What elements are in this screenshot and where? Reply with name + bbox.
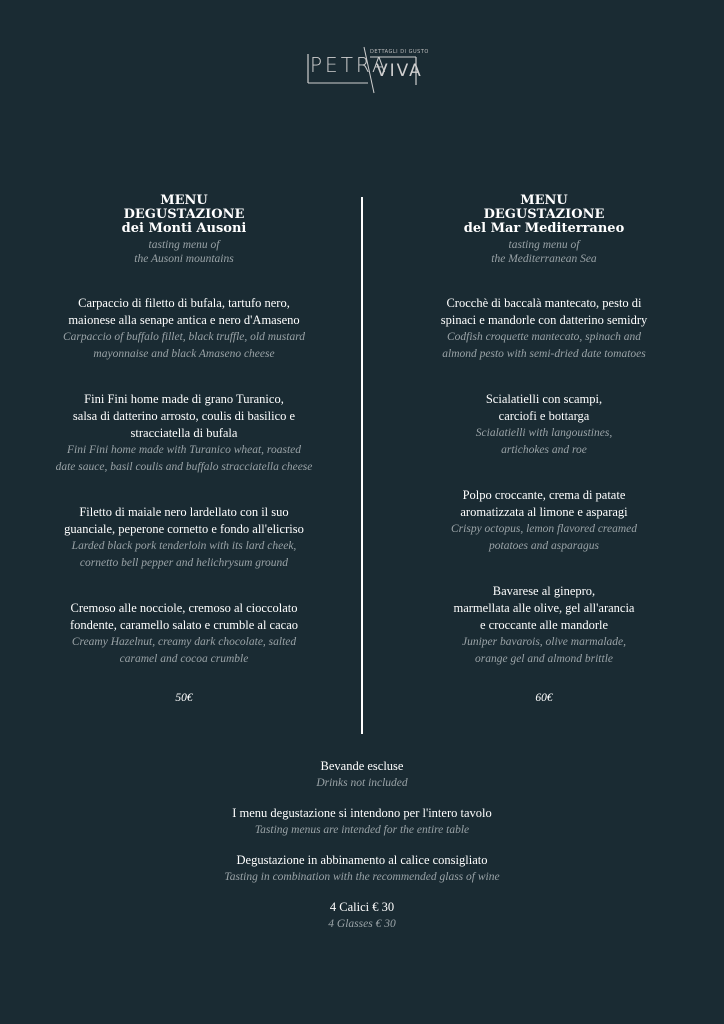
dish-name-en: caramel and cocoa crumble — [119, 653, 249, 665]
menu-title-line: dei Monti Ausoni — [121, 221, 247, 236]
note-it: Degustazione in abbinamento al calice consigliato — [236, 853, 488, 867]
dish-name-it: Fini Fini home made di grano Turanico, — [84, 392, 284, 406]
note-item — [112, 852, 612, 886]
dish-name-it: fondente, caramello salato e crumble al cacao — [69, 618, 298, 632]
dish-item — [34, 295, 334, 363]
dish-name-en: artichokes and roe — [501, 444, 587, 456]
dish-item — [394, 391, 694, 459]
menu-price: 50€ — [175, 692, 193, 704]
menu-price: 60€ — [535, 692, 553, 704]
logo-tagline: DETTAGLI DI GUSTO — [370, 49, 429, 55]
dish-name-it: Polpo croccante, crema di patate — [462, 488, 626, 502]
dish-name-it: spinaci e mandorle con datterino semidry — [440, 313, 648, 327]
dish-name-it: Cremoso alle nocciole, cremoso al cioccolato — [70, 601, 298, 615]
note-en: Drinks not included — [316, 777, 408, 789]
dish-name-it: carciofi e bottarga — [498, 409, 590, 423]
note-en: Tasting in combination with the recommended glass of wine — [224, 871, 500, 883]
dish-name-en: Crispy octopus, lemon flavored creamed — [451, 523, 637, 535]
dish-name-en: cornetto bell pepper and helichrysum ground — [79, 557, 289, 569]
menu-title-line: DEGUSTAZIONE — [483, 207, 605, 222]
dish-name-it: marmellata alle olive, gel all'arancia — [453, 601, 635, 615]
menu-title-line: MENU — [160, 193, 208, 208]
dish-name-en: Codfish croquette mantecato, spinach and — [446, 331, 642, 343]
logo-name-right: VIVA — [376, 61, 423, 81]
dish-name-it: maionese alla senape antica e nero d'Amaseno — [68, 313, 300, 327]
dish-name-en: orange gel and almond brittle — [475, 653, 613, 665]
menu-mediterraneo — [394, 194, 694, 704]
menu-title-line: del Mar Mediterraneo — [463, 221, 625, 236]
dish-item — [394, 583, 694, 668]
menu-subtitle — [394, 238, 694, 266]
subtitle-line: tasting menu of — [148, 239, 220, 251]
dish-name-en: almond pesto with semi-dried date tomatoes — [442, 348, 646, 360]
dish-name-it: guanciale, peperone cornetto e fondo all'elicriso — [64, 522, 304, 536]
dish-name-it: stracciatella di bufala — [130, 426, 238, 440]
dish-name-en: Juniper bavarois, olive marmalade, — [461, 636, 627, 648]
note-en: Tasting menus are intended for the entire table — [254, 824, 470, 836]
menu-title-line: MENU — [520, 193, 568, 208]
note-it: Bevande escluse — [320, 759, 404, 773]
footer-notes — [112, 758, 612, 946]
menu-ausoni — [34, 194, 334, 704]
dish-name-it: aromatizzata al limone e asparagi — [460, 505, 628, 519]
dish-name-en: mayonnaise and black Amaseno cheese — [93, 348, 275, 360]
note-it: I menu degustazione si intendono per l'intero tavolo — [232, 806, 492, 820]
dish-name-en: Fini Fini home made with Turanico wheat, roasted — [66, 444, 302, 456]
subtitle-line: tasting menu of — [508, 239, 580, 251]
dish-item — [394, 487, 694, 555]
dish-name-it: Filetto di maiale nero lardellato con il suo — [79, 505, 289, 519]
note-it: 4 Calici € 30 — [329, 900, 395, 914]
dish-name-it: Bavarese al ginepro, — [492, 584, 596, 598]
dish-name-it: Scialatielli con scampi, — [485, 392, 603, 406]
note-item — [112, 805, 612, 839]
dish-item — [34, 504, 334, 572]
dish-name-en: Larded black pork tenderloin with its lard cheek, — [71, 540, 297, 552]
dish-name-en: Scialatielli with langoustines, — [475, 427, 613, 439]
brand-logo — [306, 45, 429, 95]
dish-name-it: Crocchè di baccalà mantecato, pesto di — [446, 296, 642, 310]
note-en: 4 Glasses € 30 — [328, 918, 396, 930]
subtitle-line: the Mediterranean Sea — [491, 253, 597, 265]
dish-name-it: e croccante alle mandorle — [479, 618, 609, 632]
dish-item — [34, 600, 334, 668]
dish-name-en: date sauce, basil coulis and buffalo stracciatella cheese — [55, 461, 313, 473]
menu-title — [394, 194, 694, 236]
logo-name-left: PETRA — [310, 53, 389, 77]
note-item — [112, 758, 612, 792]
menu-subtitle — [34, 238, 334, 266]
dish-item — [394, 295, 694, 363]
dish-name-it: Carpaccio di filetto di bufala, tartufo nero, — [78, 296, 290, 310]
column-divider — [361, 197, 363, 734]
menu-title — [34, 194, 334, 236]
dish-name-en: Carpaccio of buffalo fillet, black truffle, old mustard — [62, 331, 306, 343]
menu-title-line: DEGUSTAZIONE — [123, 207, 245, 222]
note-item — [112, 899, 612, 933]
subtitle-line: the Ausoni mountains — [134, 253, 234, 265]
dish-name-en: potatoes and asparagus — [489, 540, 599, 552]
dish-name-en: Creamy Hazelnut, creamy dark chocolate, salted — [71, 636, 297, 648]
dish-item — [34, 391, 334, 476]
dish-name-it: salsa di datterino arrosto, coulis di basilico e — [72, 409, 296, 423]
